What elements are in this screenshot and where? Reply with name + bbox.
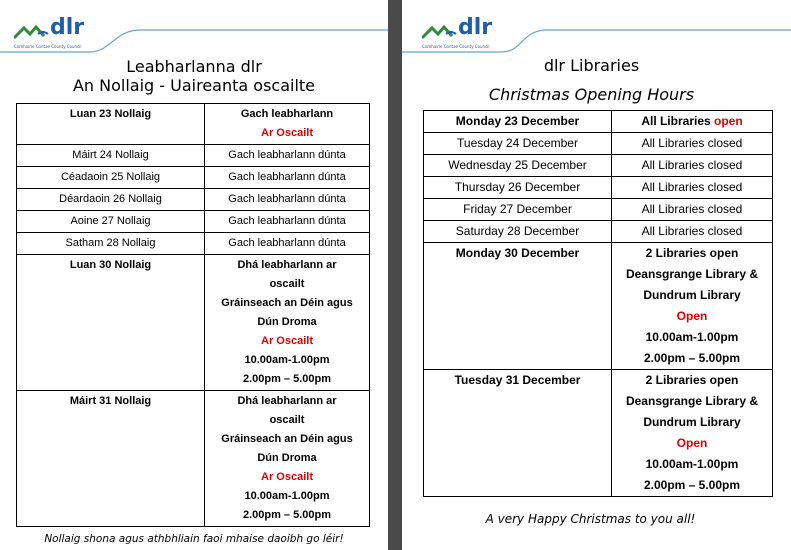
footer-greeting: Nollaig shona agus athbhliain faoi mhaise daoibh go léir! [44,533,344,545]
table-row [424,221,773,243]
cell-text: Deansgrange Library & [625,394,759,408]
dlr-logo [422,15,532,52]
day-cell: Monday 23 December [424,111,612,133]
table-row [17,145,370,167]
day-cell: Luan 30 Nollaig [17,255,205,391]
open-status: Open [676,436,708,450]
day-cell: Máirt 24 Nollaig [17,145,205,167]
hours-text: 2.00pm – 5.00pm [242,509,332,521]
cell-text: Deansgrange Library & [625,267,759,281]
day-cell: Luan 23 Nollaig [17,104,205,145]
cell-text: Dundrum Library [643,415,741,429]
hours-table-english [423,110,773,497]
cell-text: oscailt [269,278,305,290]
table-row [424,199,773,221]
cell-text: Gráinseach an Déin agus [221,433,353,445]
cell-text: Dún Droma [257,452,317,464]
cell-text: Dhá leabharlann ar [237,259,337,271]
irish-page [0,0,388,550]
day-cell: Céadaoin 25 Nollaig [17,167,205,189]
hours-table-irish [16,103,370,527]
day-cell: Friday 27 December [424,199,612,221]
table-row [17,233,370,255]
cell-text: 2 Libraries open [645,373,739,387]
hours-text: 2.00pm – 5.00pm [643,351,741,365]
day-cell: Tuesday 31 December [424,370,612,497]
logo-text: dlr [458,15,493,40]
day-cell: Saturday 28 December [424,221,612,243]
table-row [424,370,773,497]
table-row [424,155,773,177]
hours-text: 10.00am-1.00pm [645,457,739,471]
status-cell: All Libraries closed [612,177,773,199]
day-cell: Déardaoin 26 Nollaig [17,189,205,211]
status-cell [612,111,773,133]
logo-text: dlr [50,15,85,40]
open-status: open [714,114,743,128]
hours-text: 10.00am-1.00pm [645,330,739,344]
status-cell: All Libraries closed [612,199,773,221]
status-cell: Gach leabharlann dúnta [205,167,370,189]
status-cell [612,243,773,370]
table-row [424,111,773,133]
status-cell [205,391,370,527]
day-cell: Máirt 31 Nollaig [17,391,205,527]
status-cell: All Libraries closed [612,133,773,155]
status-cell: Gach leabharlann dúnta [205,145,370,167]
day-cell: Tuesday 24 December [424,133,612,155]
page-title: dlr Libraries [543,56,640,75]
table-row [17,391,370,527]
english-page [402,0,791,550]
cell-text: All Libraries [641,114,711,128]
hours-text: 10.00am-1.00pm [244,354,330,366]
day-cell: Monday 30 December [424,243,612,370]
status-cell: Gach leabharlann dúnta [205,233,370,255]
open-status: Open [676,309,708,323]
dlr-logo [14,15,124,52]
dlr-logo-mark-icon [422,24,458,40]
hours-text: 2.00pm – 5.00pm [242,373,332,385]
open-status: Ar Oscailt [261,335,313,347]
table-row [17,211,370,233]
logo-subtitle: Comhairle Contae County Council [422,44,490,49]
status-cell [612,370,773,497]
open-status: Ar Oscailt [261,471,313,483]
table-row [17,167,370,189]
logo-subtitle: Comhairle Contae County Council [14,44,82,49]
cell-text: oscailt [269,414,305,426]
status-cell [205,104,370,145]
hours-text: 10.00am-1.00pm [244,490,330,502]
page-subtitle: An Nollaig - Uaireanta oscailte [72,76,316,95]
table-row [17,255,370,391]
day-cell: Aoine 27 Nollaig [17,211,205,233]
cell-text: Dhá leabharlann ar [237,395,337,407]
day-cell: Thursday 26 December [424,177,612,199]
status-cell: All Libraries closed [612,155,773,177]
cell-text: Dundrum Library [643,288,741,302]
cell-text: Gach leabharlann [240,108,334,120]
status-cell: Gach leabharlann dúnta [205,211,370,233]
hours-text: 2.00pm – 5.00pm [643,478,741,492]
footer-greeting: A very Happy Christmas to you all! [485,512,696,526]
status-cell [205,255,370,391]
table-row [17,104,370,145]
table-row [424,133,773,155]
status-cell: Gach leabharlann dúnta [205,189,370,211]
cell-text: Gráinseach an Déin agus [221,297,353,309]
day-cell: Wednesday 25 December [424,155,612,177]
page-subtitle: Christmas Opening Hours [488,85,695,104]
table-row [424,243,773,370]
cell-text: Dún Droma [257,316,317,328]
table-row [17,189,370,211]
status-cell: All Libraries closed [612,221,773,243]
page-title: Leabharlanna dlr [126,57,262,76]
dlr-logo-mark-icon [14,24,50,40]
table-row [424,177,773,199]
day-cell: Satham 28 Nollaig [17,233,205,255]
cell-text: 2 Libraries open [645,246,739,260]
open-status: Ar Oscailt [261,127,313,139]
